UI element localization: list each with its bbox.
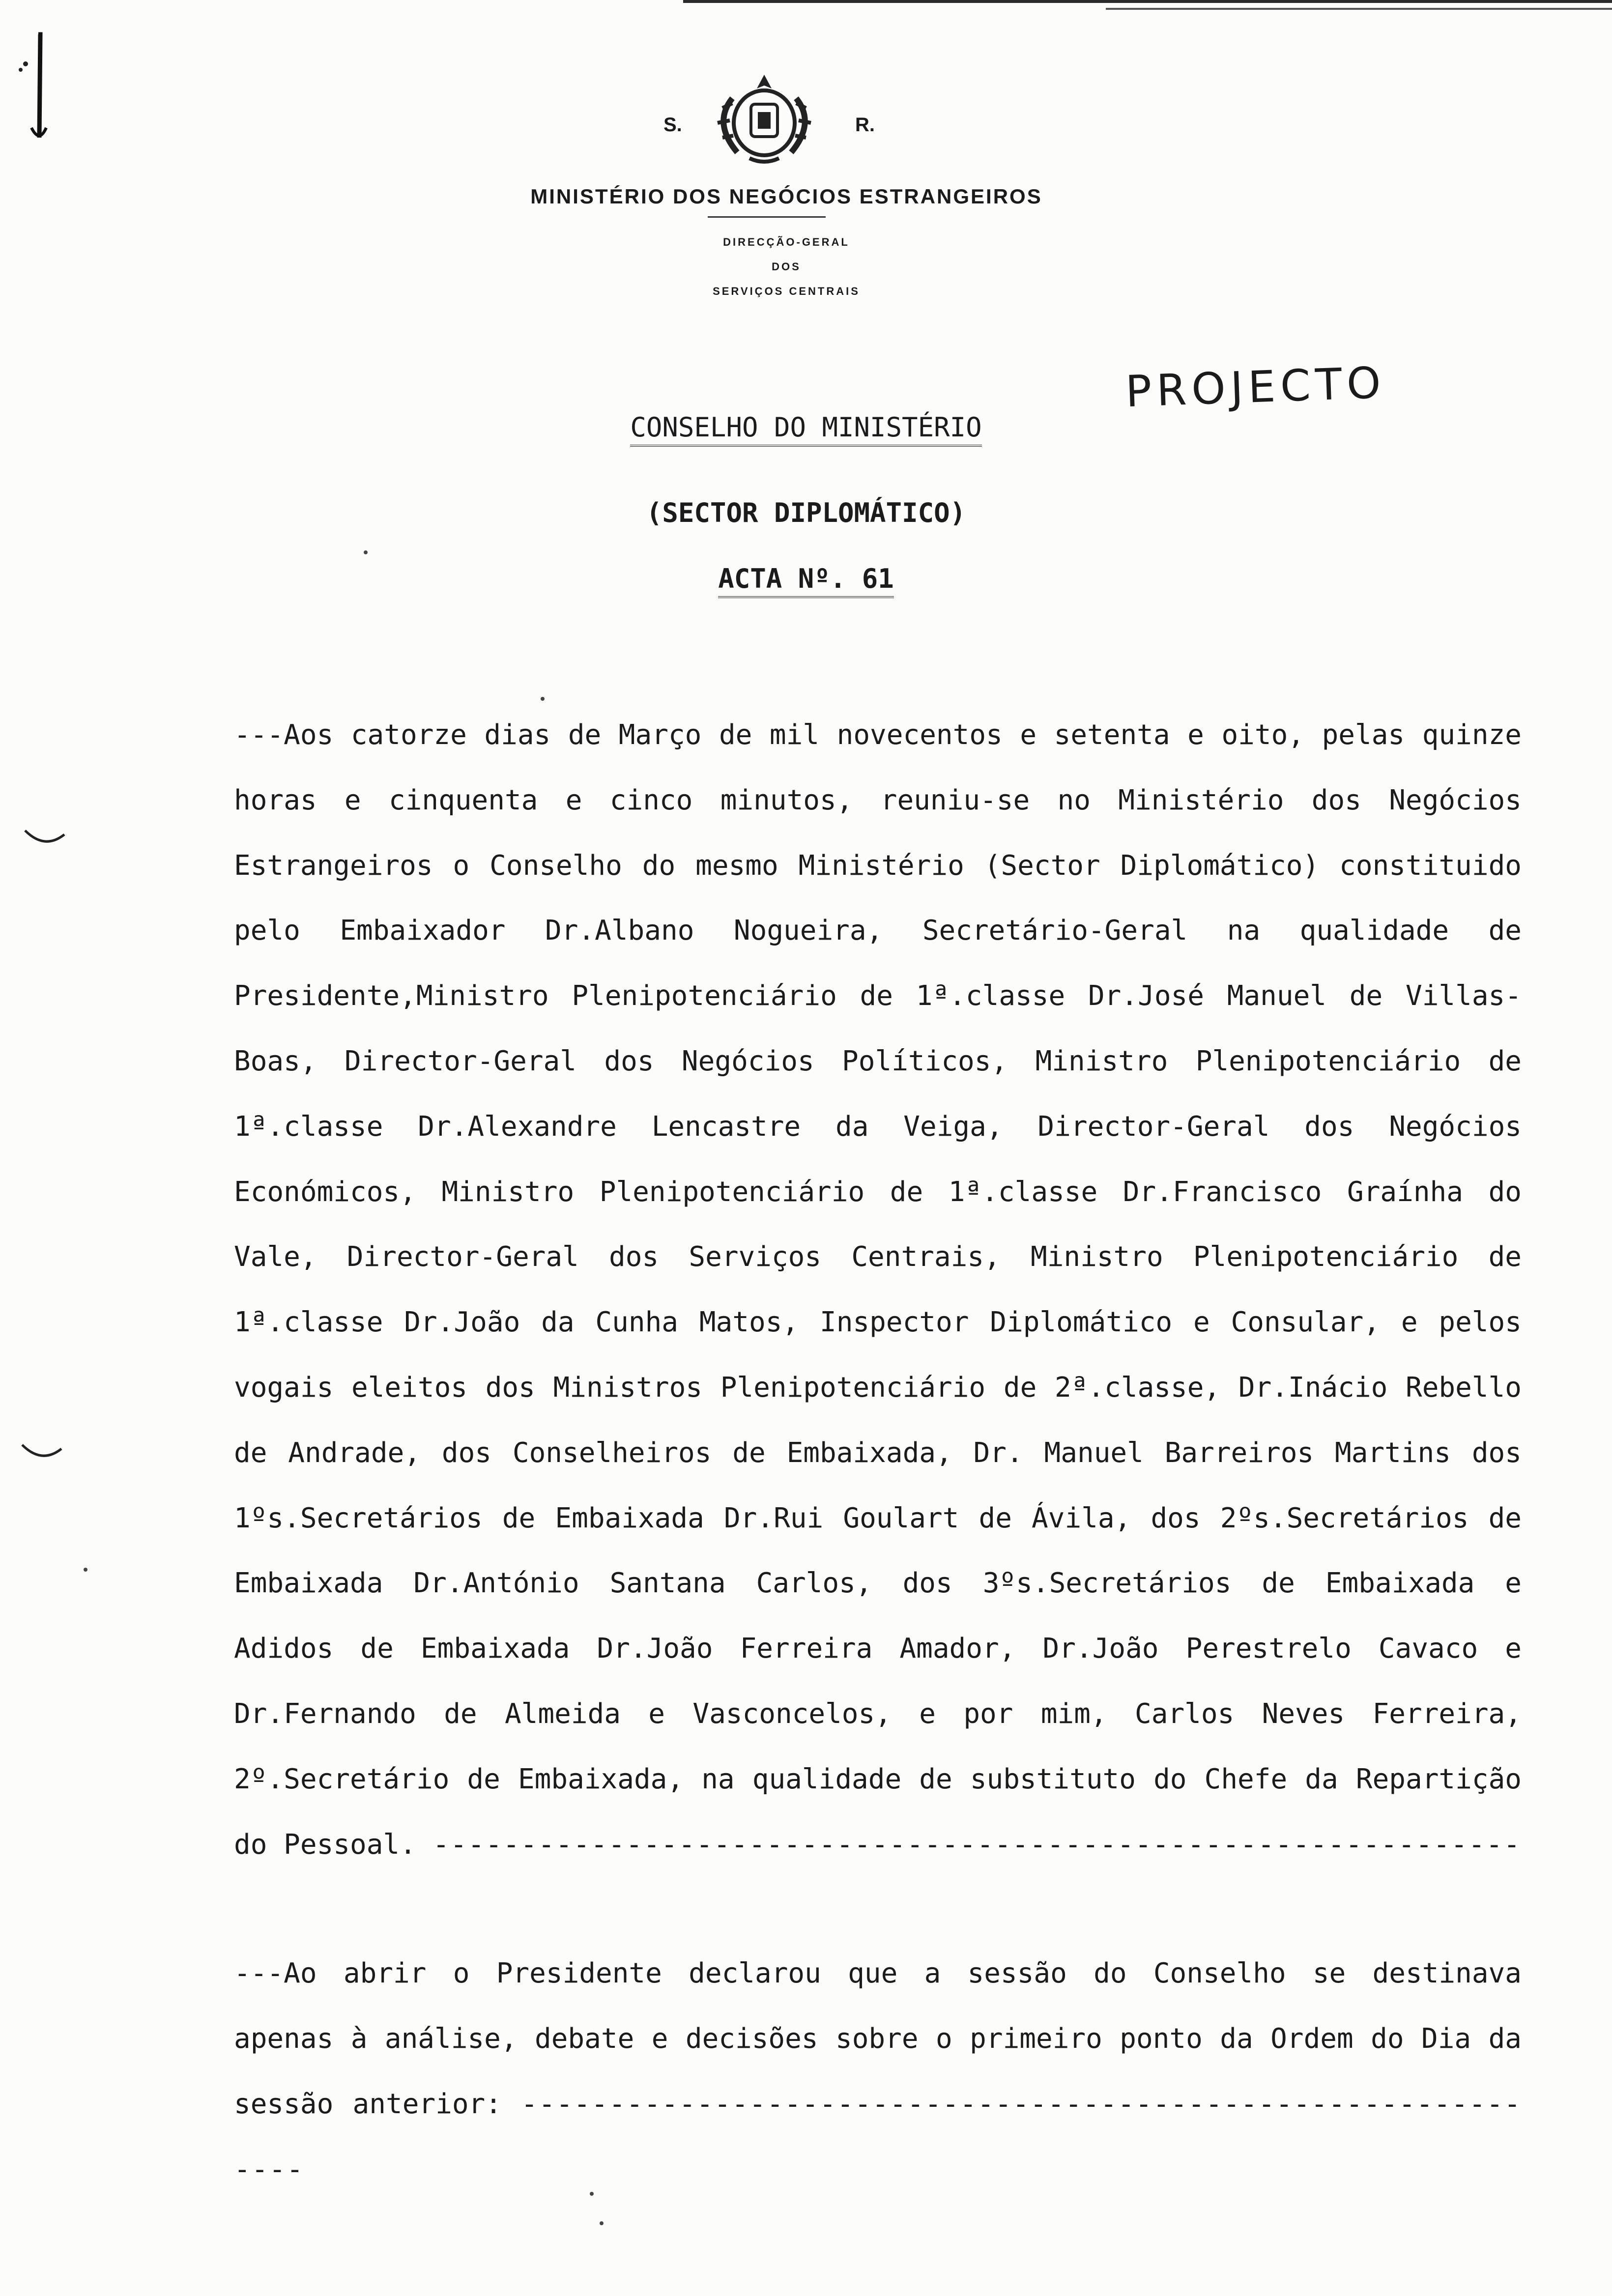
scan-speck [541, 697, 545, 701]
hole-punch-mark-icon [20, 1440, 64, 1464]
top-edge-rule [683, 0, 1612, 3]
paragraph-opening [234, 1941, 1522, 2202]
scan-speck [364, 550, 368, 554]
department-line-2: DOS [772, 260, 801, 273]
paragraph-attendance [234, 703, 1522, 1877]
dash-fill-2: ------------------------------------------------------------- [234, 2088, 1522, 2185]
department-line-1: DIRECÇÃO-GERAL [723, 236, 850, 248]
dash-fill-1: -------------------------------------------------------------- [432, 1828, 1521, 1861]
minutes-body [234, 703, 1522, 2203]
document-subtitle: (SECTOR DIPLOMÁTICO) [646, 497, 966, 528]
top-edge-rule-secondary [1106, 8, 1612, 10]
letterhead [442, 69, 1130, 324]
handwritten-projecto: PROJECTO [1124, 357, 1387, 417]
acta-number-text: ACTA Nº. 61 [718, 563, 894, 598]
scan-speck [600, 2221, 604, 2225]
acta-number [0, 563, 1612, 594]
ministry-underline [708, 216, 826, 218]
ministry-name: MINISTÉRIO DOS NEGÓCIOS ESTRANGEIROS [530, 185, 1042, 208]
document-title [0, 412, 1612, 443]
staple-mark-icon [15, 29, 54, 147]
paragraph-attendance-text: ---Aos catorze dias de Março de mil novecentos e setenta e oito, pelas quinze horas e cinquenta e cinco minutos, reuniu-se no Ministério dos Negócios Estrangeiros o Conselho do mesmo Ministério (Sector Diplomático) constituido pelo Embaixador Dr.Albano Nogueira, Secretário-Geral na qualidade de Presidente,Ministro Plenipotenciário de 1ª.classe Dr.José Manuel de Villas-Boas, Director-Geral dos Negócios Políticos, Ministro Plenipotenciário de 1ª.classe Dr.Alexandre Lencastre da Veiga, Director-Geral dos Negócios Económicos, Ministro Plenipotenciário de 1ª.classe Dr.Francisco Graínha do Vale, Director-Geral dos Serviços Centrais, Ministro Plenipotenciário de 1ª.classe Dr.João da Cunha Matos, Inspector Diplomático e Consular, e pelos vogais eleitos dos Ministros Plenipotenciário de 2ª.classe, Dr.Inácio Rebello de Andrade, dos Conselheiros de Embaixada, Dr. Manuel Barreiros Martins dos 1ºs.Secretários de Embaixada Dr.Rui Goulart de Ávila, dos 2ºs.Secretários de Embaixada Dr.António Santana Carlos, dos 3ºs.Secretários de Embaixada e Adidos de Embaixada Dr.João Ferreira Amador, Dr.João Perestrelo Cavaco e Dr.Fernando de Almeida e Vasconcelos, e por mim, Carlos Neves Ferreira, 2º.Secretário de Embaixada, na qualidade de substituto do Chefe da Repartição do Pessoal. [234, 719, 1522, 1861]
scan-speck [590, 2192, 594, 2196]
scan-speck [84, 1568, 87, 1572]
department-line-3: SERVIÇOS CENTRAIS [713, 285, 860, 297]
coat-of-arms-icon [703, 69, 826, 167]
paragraph-opening-text: ---Ao abrir o Presidente declarou que a sessão do Conselho se destinava apenas à análise, debate e decisões sobre o primeiro ponto da Ordem do Dia da sessão anterior: [234, 1957, 1522, 2120]
letterhead-r: R. [855, 114, 875, 136]
hole-punch-mark-icon [23, 826, 67, 850]
document-title-text: CONSELHO DO MINISTÉRIO [630, 412, 981, 447]
letterhead-s: S. [663, 114, 682, 136]
